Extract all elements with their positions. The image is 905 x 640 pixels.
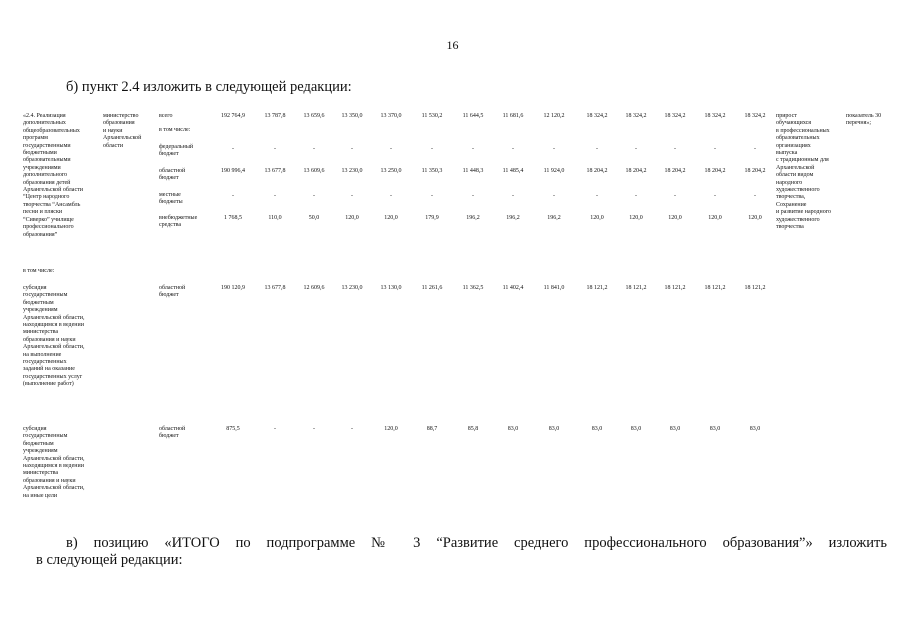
block1-source-extra: внебюджетные средства [159,215,198,229]
value-cell: 18 121,2 [586,285,608,291]
value-cell: - [674,146,676,152]
value-cell: 120,0 [629,215,643,221]
value-cell: 190 996,4 [221,168,245,174]
item-v-line1: в) позицию «ИТОГО по подпрограмме № 3 “Развитие среднего профессионального образования”» изложить [66,535,887,551]
value-cell: 196,2 [506,215,520,221]
value-cell: 18 204,2 [625,168,647,174]
value-cell: 50,0 [308,215,320,221]
value-cell: - [512,193,514,199]
value-cell: - [674,193,676,199]
block3-source: областной бюджет [159,426,186,440]
value-cell: 11 261,6 [421,285,443,291]
value-cell: 18 204,2 [704,168,726,174]
value-cell: - [313,193,315,199]
value-cell: 83,0 [507,426,519,432]
block1-source-total: всего [159,113,173,119]
value-cell: 13 677,8 [264,168,286,174]
value-cell: 1 768,5 [224,215,242,221]
value-cell: 88,7 [426,426,438,432]
value-cell: 13 609,6 [303,168,325,174]
value-cell: 18 204,2 [586,168,608,174]
value-cell: - [313,146,315,152]
value-cell: - [553,146,555,152]
value-cell: 196,2 [547,215,561,221]
value-cell: 11 644,5 [462,113,484,119]
value-cell: 11 485,4 [502,168,524,174]
value-cell: 18 204,2 [664,168,686,174]
block1-source-regional: областной бюджет [159,168,186,182]
item-v-line2: в следующей редакции: [36,552,183,568]
value-cell: 13 370,0 [380,113,402,119]
value-cell: 11 402,4 [502,285,524,291]
value-cell: 11 448,3 [462,168,484,174]
value-cell: - [635,146,637,152]
value-cell: - [390,146,392,152]
value-cell: 120,0 [748,215,762,221]
page-number: 16 [446,38,459,52]
value-cell: 120,0 [345,215,359,221]
value-cell: - [351,146,353,152]
value-cell: - [351,193,353,199]
value-cell: 190 120,9 [221,285,245,291]
value-cell: - [635,193,637,199]
value-cell: 13 659,6 [303,113,325,119]
value-cell: 18 324,2 [625,113,647,119]
block1-source-local: местные бюджеты [159,192,183,206]
expected-result-text: прирост обучающихся в профессиональных образовательных организациях выпуска с традиционным для Архангельской области видом народного художественного творчества, Сохранение и развитие народного художественного творчества [776,113,832,231]
value-cell: - [472,193,474,199]
value-cell: 83,0 [669,426,681,432]
value-cell: 120,0 [668,215,682,221]
value-cell: 11 362,5 [462,285,484,291]
value-cell: 83,0 [709,426,721,432]
value-cell: - [232,193,234,199]
value-cell: - [754,193,756,199]
value-cell: 18 324,2 [704,113,726,119]
block1-in-that-number: в том числе: [23,268,55,274]
intro-text: б) пункт 2.4 изложить в следующей редакции: [66,79,352,95]
value-cell: 18 204,2 [744,168,766,174]
value-cell: 11 924,0 [543,168,565,174]
value-cell: 11 350,3 [421,168,443,174]
value-cell: 18 324,2 [664,113,686,119]
value-cell: - [754,146,756,152]
block1-source-federal: федеральный бюджет [159,144,194,158]
value-cell: 18 121,2 [625,285,647,291]
value-cell: 13 787,8 [264,113,286,119]
value-cell: 83,0 [749,426,761,432]
value-cell: 18 121,2 [704,285,726,291]
value-cell: 18 324,2 [586,113,608,119]
value-cell: 110,0 [268,215,282,221]
value-cell: 120,0 [384,426,398,432]
value-cell: - [431,146,433,152]
value-cell: 13 350,0 [341,113,363,119]
value-cell: 12 120,2 [543,113,565,119]
value-cell: 11 681,6 [502,113,524,119]
value-cell: - [714,193,716,199]
block1-responsible: министерство образования и науки Архангельской области [103,113,142,149]
value-cell: 11 841,0 [543,285,565,291]
value-cell: 192 764,9 [221,113,245,119]
value-cell: - [274,193,276,199]
value-cell: - [472,146,474,152]
value-cell: - [714,146,716,152]
value-cell: 13 677,8 [264,285,286,291]
value-cell: - [274,146,276,152]
value-cell: 83,0 [591,426,603,432]
value-cell: 18 121,2 [744,285,766,291]
value-cell: - [596,146,598,152]
value-cell: 83,0 [548,426,560,432]
value-cell: - [553,193,555,199]
value-cell: - [596,193,598,199]
value-cell: 120,0 [384,215,398,221]
block3-label: субсидия государственным бюджетным учреждениям Архангельской области, находящимся в ведении министерства образования и науки Архангельской области, на иные цели [23,426,85,499]
value-cell: 875,5 [226,426,240,432]
value-cell: 120,0 [708,215,722,221]
value-cell: 13 250,0 [380,168,402,174]
value-cell: 83,0 [630,426,642,432]
value-cell: 12 609,6 [303,285,325,291]
value-cell: 13 230,0 [341,285,363,291]
value-cell: - [512,146,514,152]
block1-label: «2.4. Реализация дополнительных общеобразовательных программ государственными бюджетными образовательными учреждениями дополнительного образования детей Архангельской области “Центр народного творчества “Ансамбль песни и пляски “Сиверко” училище профессионального образования” [23,113,83,238]
value-cell: - [274,426,276,432]
value-cell: - [351,426,353,432]
value-cell: 18 324,2 [744,113,766,119]
value-cell: 11 530,2 [421,113,443,119]
value-cell: - [390,193,392,199]
value-cell: - [313,426,315,432]
value-cell: 18 121,2 [664,285,686,291]
value-cell: - [431,193,433,199]
value-cell: - [232,146,234,152]
value-cell: 196,2 [466,215,480,221]
value-cell: 13 130,0 [380,285,402,291]
value-cell: 179,9 [425,215,439,221]
value-cell: 85,8 [467,426,479,432]
value-cell: 120,0 [590,215,604,221]
target-indicator-text: показатель 30 перечня»; [846,113,882,127]
value-cell: 13 230,0 [341,168,363,174]
block2-label: субсидия государственным бюджетным учреждениям Архангельской области, находящимся в ведении министерства образования и науки Архангельской области, на выполнение государственных заданий на оказание государственных услуг (выполнение работ) [23,285,85,388]
block1-source-incl: в том числе: [159,127,191,133]
block2-source: областной бюджет [159,285,186,299]
